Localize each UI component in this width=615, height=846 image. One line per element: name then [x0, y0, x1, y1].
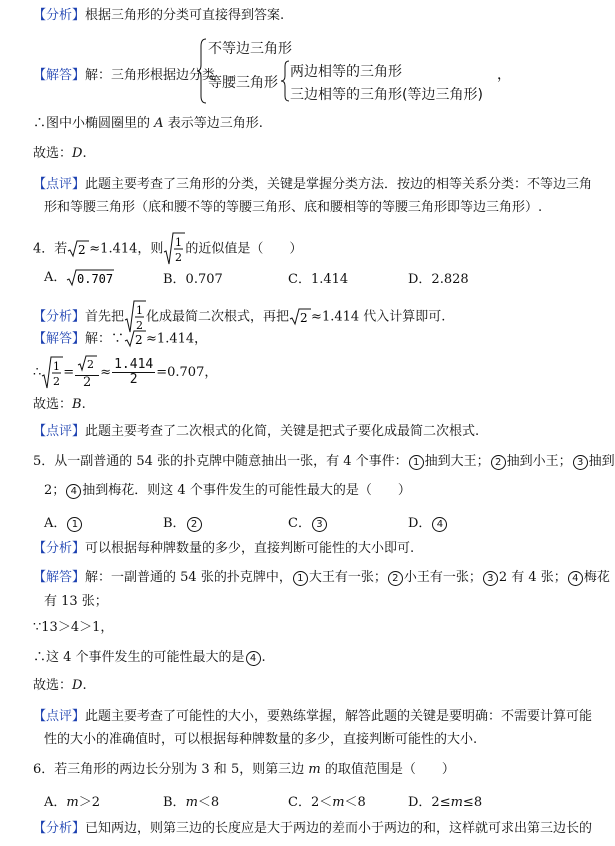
inner-brace	[281, 60, 290, 102]
sqrt-2	[67, 240, 89, 258]
svg-text:2: 2	[53, 374, 61, 388]
q4-option-c: C．1.414	[288, 272, 349, 287]
svg-text:2: 2	[136, 319, 144, 332]
q4-equation: ∴ 1 2 = $\frac{2}{2}$ ≈ $\frac{1.414}{2}$ =0.707，	[33, 357, 218, 390]
cls-comma: ，	[497, 67, 511, 83]
q5-option-b: B． 2	[163, 512, 203, 532]
q4-comment: 【点评】此题主要考查了二次根式的化简，关键是把式子要化成最简二次根式.	[33, 424, 480, 439]
q4-analysis: 【分析】首先把 1 2 化成最简二次根式，再把 2 ≈1.414 代入计算即可.	[33, 300, 445, 334]
q5-option-d: D． 4	[408, 512, 448, 532]
answer-tag: 【解答】	[33, 570, 86, 585]
analysis-tag: 【分析】	[33, 541, 86, 556]
q5-because: ∵13＞4＞1，	[33, 620, 114, 635]
q5-stem-1: 5．从一副普通的 54 张的扑克牌中随意抽出一张，有 4 个事件： 1 抽到大王； 2 抽到小王； 3 抽到	[33, 454, 615, 469]
svg-text:2: 2	[78, 243, 86, 257]
q5-therefore: ∴这 4 个事件发生的可能性最大的是 4 .	[33, 650, 266, 665]
q6-option-d: D．2≤m≤8	[408, 795, 483, 810]
cls-isosceles: 等腰三角形	[208, 75, 278, 91]
svg-text:1: 1	[175, 236, 183, 249]
q6-stem: 6．若三角形的两边长分别为 3 和 5，则第三边 m 的取值范围是（ ）	[33, 762, 455, 777]
q5-answer-1: 【解答】解：一副普通的 54 张的扑克牌中， 1 大王有一张； 2 小王有一张； 3 2 有 4 张； 4 梅花	[33, 570, 610, 585]
answer-tag: 【解答】	[33, 68, 86, 83]
q4-option-b: B．0.707	[163, 272, 223, 287]
svg-text:2: 2	[87, 358, 95, 371]
comment-tag: 【点评】	[33, 424, 86, 439]
q4-option-d: D．2.828	[408, 272, 469, 287]
q3-answer-prefix: 【解答】解：三角形根据边分类	[33, 68, 216, 83]
q5-option-a: A． 1	[44, 512, 83, 532]
svg-text:1: 1	[136, 304, 144, 317]
comment-tag: 【点评】	[33, 709, 86, 724]
analysis-tag: 【分析】	[33, 309, 86, 325]
cls-two-equal: 两边相等的三角形	[290, 64, 402, 80]
q6-option-b: B．m＜8	[163, 795, 220, 810]
q5-choice: 故选：D.	[33, 678, 87, 693]
q3-analysis: 【分析】根据三角形的分类可直接得到答案.	[33, 8, 285, 23]
comment-tag: 【点评】	[33, 177, 86, 192]
sqrt-half	[163, 232, 185, 266]
svg-text:1: 1	[53, 359, 61, 373]
outer-brace	[197, 38, 207, 104]
q6-option-a: A．m＞2	[44, 795, 100, 810]
svg-text:0.707: 0.707	[77, 271, 114, 286]
cls-unequal: 不等边三角形	[208, 41, 292, 57]
q5-analysis: 【分析】可以根据每种牌数量的多少，直接判断可能性的大小即可.	[33, 541, 415, 556]
q4-answer: 【解答】解：∵ 2 ≈1.414，	[33, 331, 208, 347]
analysis-tag: 【分析】	[33, 8, 86, 23]
q3-comment-2: 形和等腰三角形（底和腰不等的等腰三角形、底和腰相等的等腰三角形即等边三角形）.	[44, 200, 543, 215]
cls-three-equal: 三边相等的三角形(等边三角形)	[290, 87, 483, 103]
analysis-tag: 【分析】	[33, 821, 86, 836]
q6-analysis: 【分析】已知两边，则第三边的长度应是大于两边的差而小于两边的和，这样就可求出第三边长的	[33, 821, 593, 836]
q5-answer-2: 有 13 张；	[44, 594, 108, 609]
q5-comment-1: 【点评】此题主要考查了可能性的大小，要熟练掌握，解答此题的关键是要明确：不需要计算可能	[33, 709, 593, 724]
q3-conclusion: ∴图中小椭圆圈里的 A 表示等边三角形.	[33, 116, 263, 131]
q3-choice: 故选：D.	[33, 146, 87, 161]
svg-text:2: 2	[175, 251, 183, 264]
q5-stem-2: 2； 4 抽到梅花．则这 4 个事件发生的可能性最大的是（ ）	[44, 483, 411, 498]
svg-text:2: 2	[300, 311, 308, 325]
q5-comment-2: 性的大小的准确值时，可以根据每种牌数量的多少，直接判断可能性的大小.	[44, 732, 478, 747]
q4-stem: 4．若 2 ≈1.414，则 1 2 的近似值是（ ）	[33, 232, 302, 266]
q6-option-c: C．2＜m＜8	[288, 795, 366, 810]
q3-comment-1: 【点评】此题主要考查了三角形的分类，关键是掌握分类方法．按边的相等关系分类：不等边三角	[33, 177, 593, 192]
answer-tag: 【解答】	[33, 331, 86, 347]
q4-option-a: A． 0.707	[44, 270, 114, 286]
q5-option-c: C． 3	[288, 512, 328, 532]
svg-text:2: 2	[135, 333, 143, 347]
q4-choice: 故选：B.	[33, 397, 86, 412]
